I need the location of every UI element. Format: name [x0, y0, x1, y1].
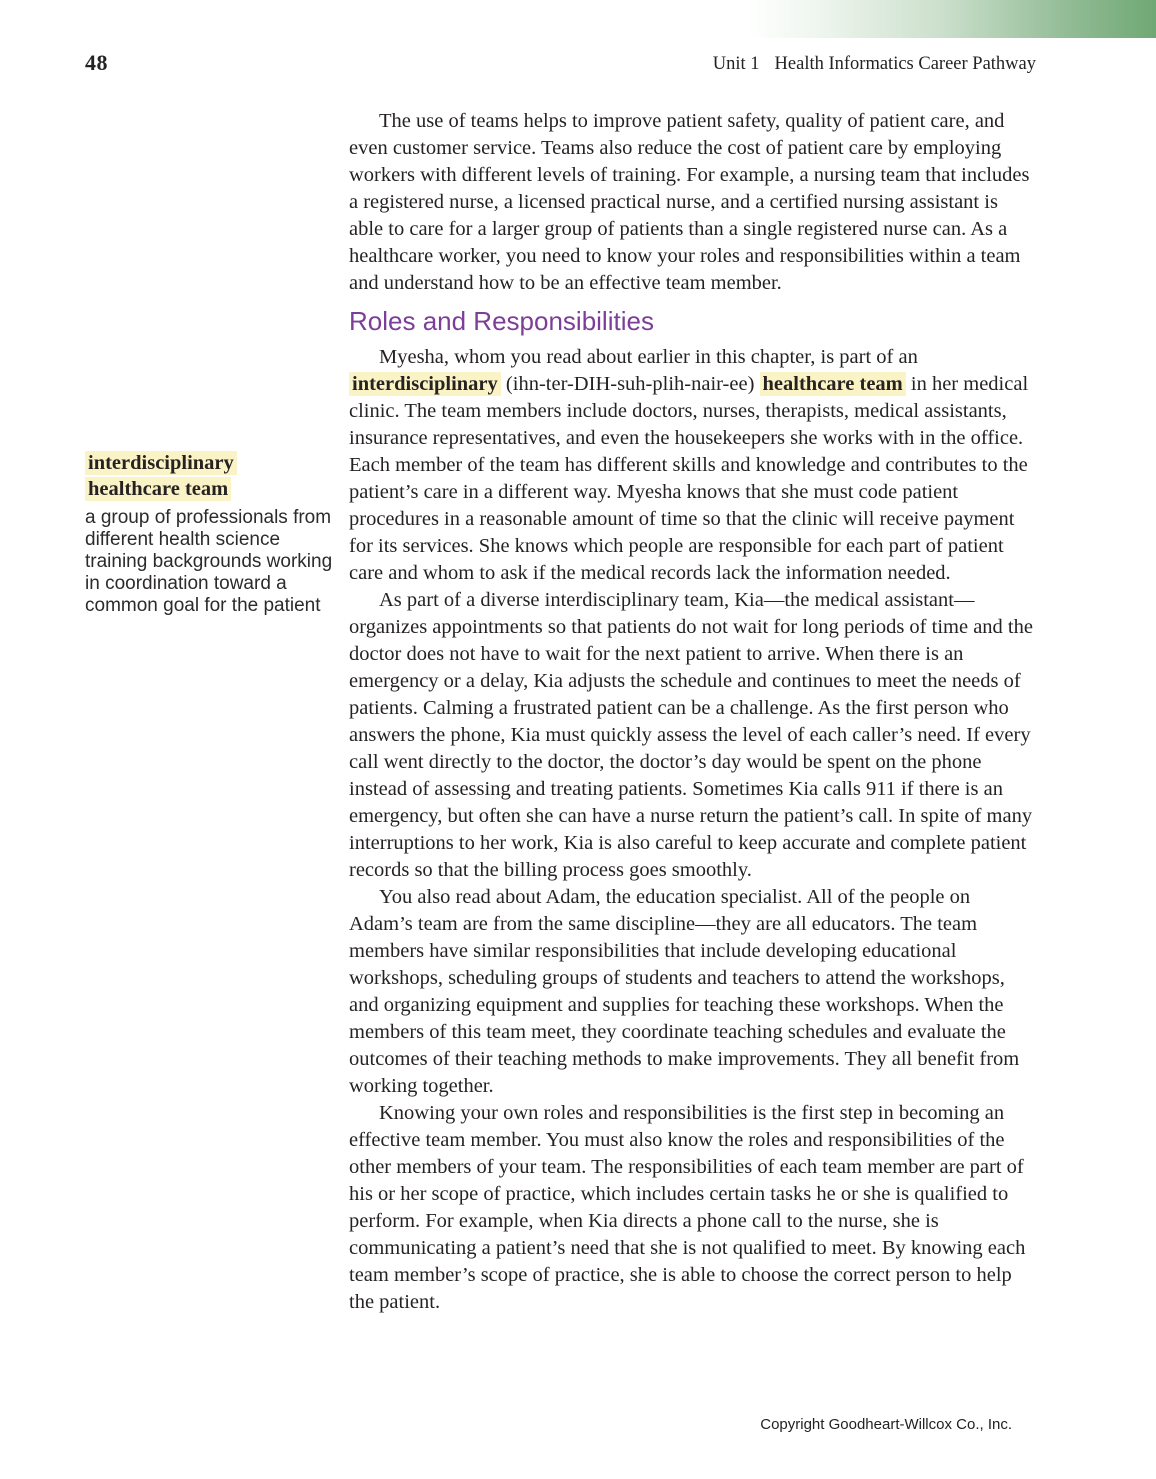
running-head — [713, 54, 1036, 75]
running-head-title: Health Informatics Career Pathway — [774, 54, 1036, 74]
term-interdisciplinary: interdisciplinary — [349, 372, 501, 396]
intro-paragraph: The use of teams helps to improve patient safety, quality of patient care, and even customer service. Teams also reduce the cost of patient care by employing workers with different levels of training. For example, a nursing team that includes a registered nurse, a licensed practical nurse, and a certified nursing assistant is able to care for a larger group of patients than a single registered nurse can. As a healthcare worker, you need to know your roles and responsibilities within a team and understand how to be an effective team member. — [349, 110, 1030, 294]
footer-copyright: Copyright Goodheart-Willcox Co., Inc. — [760, 1416, 1012, 1433]
decorative-green-banner — [748, 0, 1156, 38]
myesha-text-after: in her medical clinic. The team members include doctors, nurses, therapists, medical assistants, insurance representatives, and even the housekeepers she works with in the office. Each member of the team has different skills and knowledge and contributes to the patient’s care in a different way. Myesha knows that she must code patient procedures in a reasonable amount of time so that the clinic will receive payment for its services. She knows which people are responsible for each part of patient care and whom to ask if the medical records lack the information needed. — [349, 373, 1029, 584]
paragraph-myesha — [349, 344, 1036, 587]
paragraph-adam: You also read about Adam, the education specialist. All of the people on Adam’s team are from the same discipline—they are all educators. The team members have similar responsibilities that include developing educational workshops, scheduling groups of students and teachers to attend the workshops, and organizing equipment and supplies for teaching these workshops. When the members of this team meet, they coordinate teaching schedules and evaluate the outcomes of their teaching methods to make improvements. They all benefit from working together. — [349, 886, 1020, 1097]
paragraph-knowing: Knowing your own roles and responsibilities is the first step in becoming an effective team member. You must also know the roles and responsibilities of the other members of your team. The responsibilities of each team member are part of his or her scope of practice, which includes certain tasks he or she is qualified to perform. For example, when Kia directs a phone call to the nurse, she is communicating a patient’s need that she is not qualified to meet. By knowing each team member’s scope of practice, she is able to choose the correct person to help the patient. — [349, 1102, 1026, 1313]
term-healthcare-team: healthcare team — [760, 372, 906, 396]
margin-definition — [85, 451, 347, 617]
paragraph-kia: As part of a diverse interdisciplinary team, Kia—the medical assistant—organizes appointments so that patients do not wait for long periods of time and the doctor does not have to wait for the next patient to arrive. When there is an emergency or a delay, Kia adjusts the schedule and continues to meet the needs of patients. Calming a frustrated patient can be a challenge. As the first person who answers the phone, Kia must quickly assess the level of each caller’s need. If every call went directly to the doctor, the doctor’s day would be spent on the phone instead of assessing and treating patients. Sometimes Kia calls 911 if there is an emergency, but often she can have a nurse return the patient’s call. In spite of many interruptions to her work, Kia is also careful to keep accurate and complete patient records so that the billing process goes smoothly. — [349, 589, 1033, 881]
myesha-pronunciation: (ihn-ter-DIH-suh-plih-nair-ee) — [500, 373, 760, 395]
page-number: 48 — [85, 50, 108, 75]
body-text-column — [349, 108, 1036, 1316]
margin-term-healthcare-team: healthcare team — [85, 477, 231, 501]
myesha-text-before: Myesha, whom you read about earlier in this chapter, is part of an — [379, 346, 918, 368]
margin-term-interdisciplinary: interdisciplinary — [85, 451, 237, 475]
section-heading: Roles and Responsibilities — [349, 306, 654, 336]
margin-term-line-2 — [85, 477, 347, 503]
running-head-unit: Unit 1 — [712, 54, 760, 74]
margin-definition-text: a group of professionals from different health science training backgrounds working in coordination toward a common goal for the patient — [85, 507, 333, 616]
margin-term-line-1 — [85, 451, 347, 477]
